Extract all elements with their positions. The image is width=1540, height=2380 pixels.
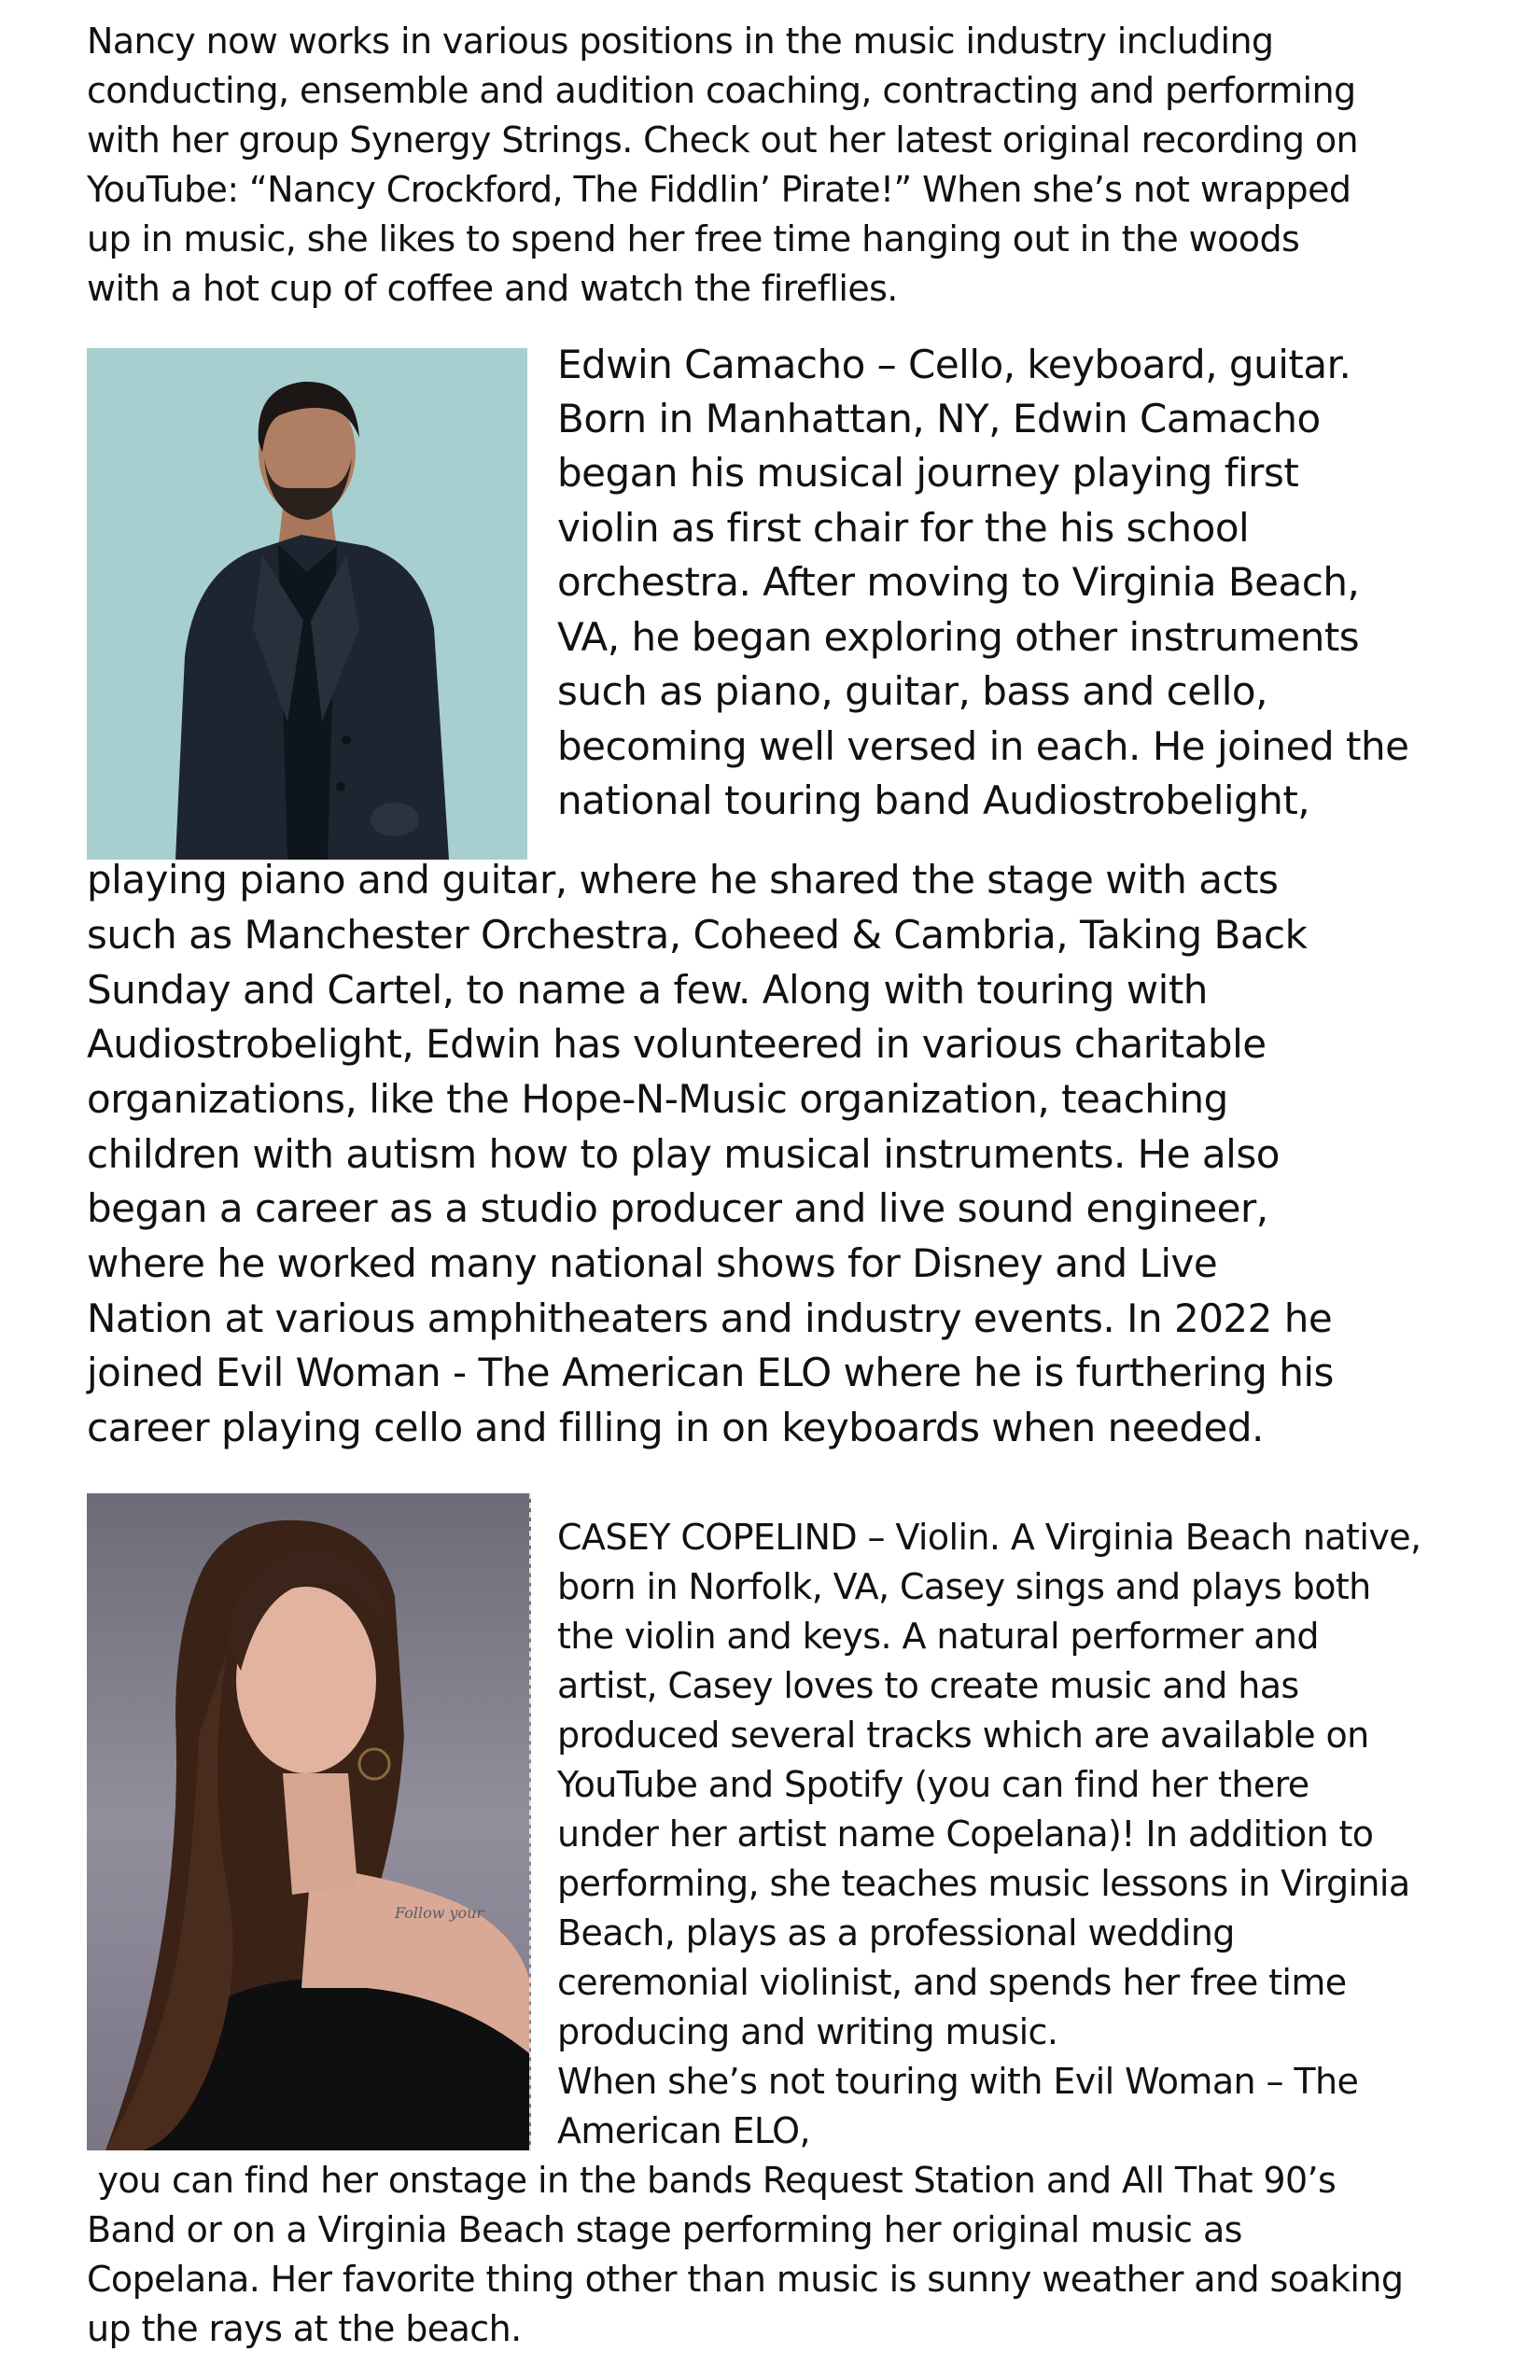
text-line: organizations, like the Hope-N-Music organization, teaching bbox=[87, 1076, 1228, 1122]
text-line: with her group Synergy Strings. Check out her latest original recording on bbox=[87, 119, 1359, 161]
text-line: under her artist name Copelana)! In addition to bbox=[557, 1813, 1374, 1855]
tattoo-text: Follow your bbox=[395, 1904, 484, 1922]
text-line: children with autism how to play musical instruments. He also bbox=[87, 1131, 1280, 1177]
casey-portrait-image bbox=[87, 1493, 529, 2150]
casey-photo bbox=[87, 1493, 531, 2150]
text-line: began a career as a studio producer and live sound engineer, bbox=[87, 1185, 1268, 1231]
text-line: born in Norfolk, VA, Casey sings and plays both bbox=[557, 1566, 1371, 1607]
text-line: Edwin Camacho – Cello, keyboard, guitar. bbox=[557, 342, 1351, 387]
text-line: performing, she teaches music lessons in Virginia bbox=[557, 1863, 1410, 1904]
text-line: national touring band Audiostrobelight, bbox=[557, 777, 1310, 823]
text-line: Band or on a Virginia Beach stage performing her original music as bbox=[87, 2209, 1242, 2250]
text-line: joined Evil Woman - The American ELO where he is furthering his bbox=[87, 1350, 1334, 1395]
text-line: playing piano and guitar, where he shared the stage with acts bbox=[87, 857, 1279, 903]
text-line: YouTube and Spotify (you can find her there bbox=[557, 1764, 1309, 1805]
text-line: ceremonial violinist, and spends her free time bbox=[557, 1962, 1347, 2003]
text-line: VA, he began exploring other instruments bbox=[557, 614, 1360, 660]
text-line: orchestra. After moving to Virginia Beach, bbox=[557, 559, 1360, 605]
text-line: conducting, ensemble and audition coaching, contracting and performing bbox=[87, 70, 1356, 111]
text-line: becoming well versed in each. He joined the bbox=[557, 723, 1409, 769]
text-line: where he worked many national shows for Disney and Live bbox=[87, 1240, 1218, 1286]
edwin-photo bbox=[87, 348, 527, 860]
text-line: began his musical journey playing first bbox=[557, 450, 1299, 496]
text-line: When she’s not touring with Evil Woman – The bbox=[557, 2061, 1359, 2102]
text-line: Beach, plays as a professional wedding bbox=[557, 1912, 1235, 1953]
text-line: violin as first chair for the his school bbox=[557, 505, 1250, 551]
text-line: produced several tracks which are available on bbox=[557, 1715, 1369, 1756]
text-line: producing and writing music. bbox=[557, 2011, 1058, 2052]
text-line: American ELO, bbox=[557, 2110, 810, 2151]
text-line: up in music, she likes to spend her free time hanging out in the woods bbox=[87, 218, 1300, 259]
text-line: Copelana. Her favorite thing other than music is sunny weather and soaking bbox=[87, 2259, 1404, 2300]
text-line: Born in Manhattan, NY, Edwin Camacho bbox=[557, 396, 1321, 441]
edwin-portrait-image bbox=[87, 348, 527, 860]
text-line: CASEY COPELIND – Violin. A Virginia Beach native, bbox=[557, 1517, 1421, 1558]
text-line: YouTube: “Nancy Crockford, The Fiddlin’ Pirate!” When she’s not wrapped bbox=[87, 169, 1351, 210]
text-line: Audiostrobelight, Edwin has volunteered in various charitable bbox=[87, 1021, 1267, 1067]
text-line: such as Manchester Orchestra, Coheed & Cambria, Taking Back bbox=[87, 912, 1308, 958]
text-line: artist, Casey loves to create music and has bbox=[557, 1665, 1299, 1706]
text-line: Nation at various amphitheaters and industry events. In 2022 he bbox=[87, 1295, 1333, 1341]
text-line: Nancy now works in various positions in the music industry including bbox=[87, 21, 1274, 62]
text-line: with a hot cup of coffee and watch the fireflies. bbox=[87, 268, 898, 309]
text-line: such as piano, guitar, bass and cello, bbox=[557, 668, 1267, 714]
text-line: the violin and keys. A natural performer and bbox=[557, 1616, 1319, 1657]
text-line: up the rays at the beach. bbox=[87, 2308, 522, 2349]
text-line: you can find her onstage in the bands Request Station and All That 90’s bbox=[87, 2160, 1337, 2201]
text-line: career playing cello and filling in on keyboards when needed. bbox=[87, 1405, 1264, 1450]
text-line: Sunday and Cartel, to name a few. Along with touring with bbox=[87, 967, 1208, 1013]
